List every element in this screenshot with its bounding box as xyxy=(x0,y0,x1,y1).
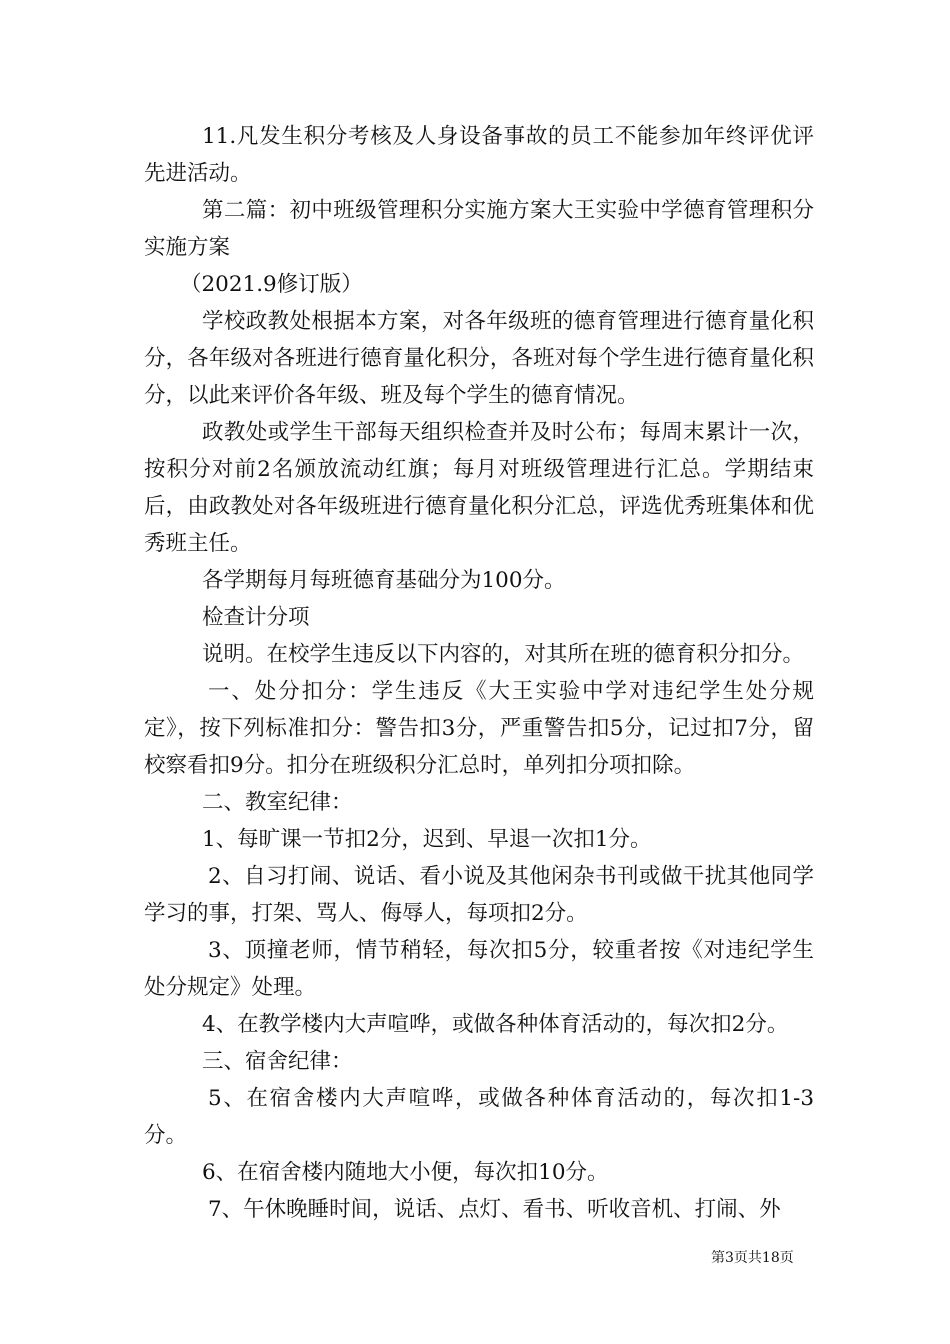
paragraph-5: 政教处或学生干部每天组织检查并及时公布；每周末累计一次，按积分对前2名颁放流动红旗；每月对班级管理进行汇总。学期结束后，由政教处对各年级班进行德育量化积分汇总，评选优秀班集体和优秀班主任。 xyxy=(144,420,814,556)
document-body xyxy=(144,118,814,1228)
paragraph-7: 检查计分项 xyxy=(202,605,310,630)
paragraph-17: 6、在宿舍楼内随地大小便，每次扣10分。 xyxy=(202,1160,609,1185)
paragraph-16: 5、在宿舍楼内大声喧哗，或做各种体育活动的，每次扣1-3分。 xyxy=(144,1086,814,1148)
paragraph-11: 1、每旷课一节扣2分，迟到、早退一次扣1分。 xyxy=(202,827,652,852)
page-number: 第3页共18页 xyxy=(711,1250,794,1266)
paragraph-8: 说明。在校学生违反以下内容的，对其所在班的德育积分扣分。 xyxy=(202,642,805,667)
paragraph-15: 三、宿舍纪律： xyxy=(202,1049,353,1074)
paragraph-18: 7、午休晚睡时间，说话、点灯、看书、听收音机、打闹、外 xyxy=(208,1197,781,1222)
paragraph-2: 第二篇：初中班级管理积分实施方案大王实验中学德育管理积分实施方案 xyxy=(144,198,814,260)
paragraph-12: 2、自习打闹、说话、看小说及其他闲杂书刊或做干扰其他同学学习的事，打架、骂人、侮辱人，每项扣2分。 xyxy=(144,864,814,926)
paragraph-13: 3、顶撞老师，情节稍轻，每次扣5分，较重者按《对违纪学生处分规定》处理。 xyxy=(144,938,814,1000)
paragraph-3: （2021.9修订版） xyxy=(180,272,363,297)
paragraph-6: 各学期每月每班德育基础分为100分。 xyxy=(202,568,566,593)
paragraph-10: 二、教室纪律： xyxy=(202,790,353,815)
paragraph-4: 学校政教处根据本方案，对各年级班的德育管理进行德育量化积分，各年级对各班进行德育量化积分，各班对每个学生进行德育量化积分，以此来评价各年级、班及每个学生的德育情况。 xyxy=(144,309,814,408)
paragraph-9: 一、处分扣分：学生违反《大王实验中学对违纪学生处分规定》，按下列标准扣分：警告扣3分，严重警告扣5分，记过扣7分，留校察看扣9分。扣分在班级积分汇总时，单列扣分项扣除。 xyxy=(144,679,814,778)
paragraph-14: 4、在教学楼内大声喧哗，或做各种体育活动的，每次扣2分。 xyxy=(202,1012,789,1037)
paragraph-1: 11.凡发生积分考核及人身设备事故的员工不能参加年终评优评先进活动。 xyxy=(144,124,814,186)
